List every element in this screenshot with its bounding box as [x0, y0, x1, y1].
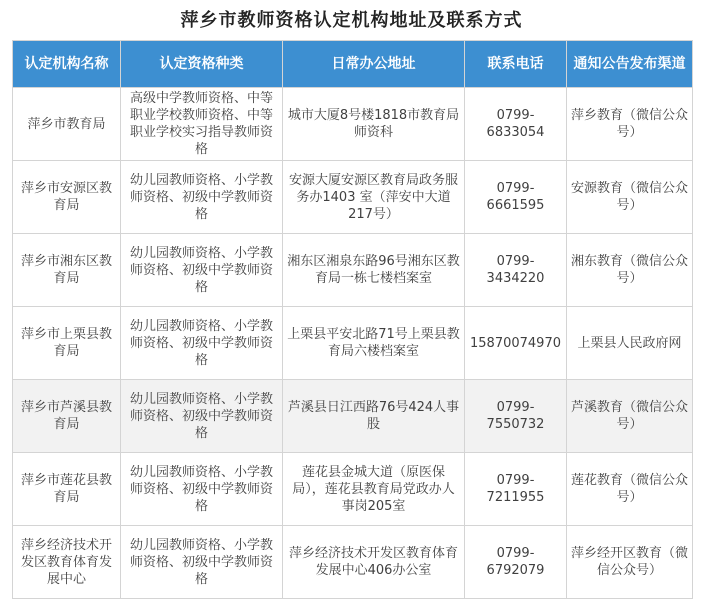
table-row	[13, 307, 693, 380]
cell-address: 安源大厦安源区教育局政务服务办1403 室（萍安中大道217号）	[283, 161, 465, 234]
cell-notice: 芦溪教育（微信公众号）	[567, 380, 693, 453]
cell-org: 萍乡市湘东区教育局	[13, 234, 121, 307]
cell-org: 萍乡市上栗县教育局	[13, 307, 121, 380]
header-phone: 联系电话	[465, 41, 567, 88]
cell-org: 萍乡经济技术开发区教育体育发展中心	[13, 526, 121, 599]
cell-address: 莲花县金城大道（原医保局），莲花县教育局党政办人事岗205室	[283, 453, 465, 526]
cell-notice: 湘东教育（微信公众号）	[567, 234, 693, 307]
cell-phone: 0799-7211955	[465, 453, 567, 526]
cell-phone: 0799-7550732	[465, 380, 567, 453]
cell-phone: 15870074970	[465, 307, 567, 380]
header-org: 认定机构名称	[13, 41, 121, 88]
table-row	[13, 161, 693, 234]
cell-type: 幼儿园教师资格、小学教师资格、初级中学教师资格	[121, 161, 283, 234]
header-notice: 通知公告发布渠道	[567, 41, 693, 88]
table-row	[13, 526, 693, 599]
cell-address: 城市大厦8号楼1818市教育局师资科	[283, 88, 465, 161]
header-address: 日常办公地址	[283, 41, 465, 88]
cell-notice: 上栗县人民政府网	[567, 307, 693, 380]
cell-address: 湘东区湘泉东路96号湘东区教育局一栋七楼档案室	[283, 234, 465, 307]
cell-type: 幼儿园教师资格、小学教师资格、初级中学教师资格	[121, 453, 283, 526]
cell-address: 萍乡经济技术开发区教育体育发展中心406办公室	[283, 526, 465, 599]
page-title: 萍乡市教师资格认定机构地址及联系方式	[180, 10, 523, 31]
table-row	[13, 234, 693, 307]
cell-phone: 0799-6661595	[465, 161, 567, 234]
cell-org: 萍乡市安源区教育局	[13, 161, 121, 234]
table-row	[13, 380, 693, 453]
table-header-row	[13, 41, 693, 88]
cell-phone: 0799-3434220	[465, 234, 567, 307]
table-row	[13, 88, 693, 161]
cell-notice: 莲花教育（微信公众号）	[567, 453, 693, 526]
table-row	[13, 453, 693, 526]
cell-org: 萍乡市教育局	[13, 88, 121, 161]
cell-org: 萍乡市芦溪县教育局	[13, 380, 121, 453]
contacts-table	[12, 40, 693, 599]
cell-type: 幼儿园教师资格、小学教师资格、初级中学教师资格	[121, 526, 283, 599]
cell-notice: 萍乡经开区教育（微信公众号）	[567, 526, 693, 599]
header-type: 认定资格种类	[121, 41, 283, 88]
cell-notice: 萍乡教育（微信公众号）	[567, 88, 693, 161]
cell-type: 高级中学教师资格、中等职业学校教师资格、中等职业学校实习指导教师资格	[121, 88, 283, 161]
cell-address: 芦溪县日江西路76号424人事股	[283, 380, 465, 453]
cell-org: 萍乡市莲花县教育局	[13, 453, 121, 526]
cell-phone: 0799-6833054	[465, 88, 567, 161]
cell-notice: 安源教育（微信公众号）	[567, 161, 693, 234]
cell-type: 幼儿园教师资格、小学教师资格、初级中学教师资格	[121, 234, 283, 307]
cell-phone: 0799-6792079	[465, 526, 567, 599]
cell-address: 上栗县平安北路71号上栗县教育局六楼档案室	[283, 307, 465, 380]
cell-type: 幼儿园教师资格、小学教师资格、初级中学教师资格	[121, 307, 283, 380]
cell-type: 幼儿园教师资格、小学教师资格、初级中学教师资格	[121, 380, 283, 453]
